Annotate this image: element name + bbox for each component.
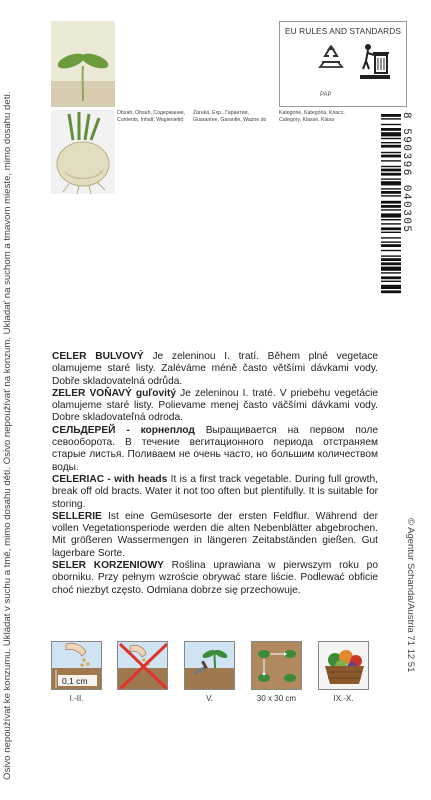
- barcode-bar: [381, 178, 401, 179]
- barcode-bar: [381, 155, 401, 158]
- recycle-icon: [316, 42, 346, 72]
- barcode-bar: [381, 181, 401, 185]
- barcode-bar: [381, 169, 401, 172]
- barcode-bar: [381, 191, 401, 194]
- barcode-bar: [381, 219, 401, 220]
- description-cz: CELER BULVOVÝ Je zeleninou I. tratí. Během plné vegetace olamujeme staré listy. Zaléváme méně často většími dávkami vody. Dobře skladovatelná odrůda.: [52, 351, 378, 387]
- pap-label: PAP: [320, 92, 332, 98]
- label-line: Contents, Inhalt, Wagieniettó: [117, 117, 184, 123]
- barcode-bar: [381, 213, 401, 217]
- barcode-bar: [381, 145, 401, 148]
- label-line: Záruka, Exp., Гарантия,: [193, 110, 249, 116]
- description-en: CELERIAC - with heads It is a first track vegetable. During full growth, break off old bracts. Water it not too often but plentifully. It is suitable for storing.: [52, 473, 378, 510]
- spacing-caption: 30 x 30 cm: [256, 694, 297, 703]
- seedling-photo: [51, 21, 115, 107]
- barcode-bar: [381, 267, 401, 271]
- barcode-bar: [381, 188, 401, 189]
- barcode-bar: [381, 227, 401, 230]
- eu-rules-title: EU RULES AND STANDARDS: [285, 26, 401, 36]
- barcode-bar: [381, 132, 401, 136]
- barcode-bar: [381, 241, 401, 242]
- barcode-bar: [381, 124, 401, 125]
- sowing-month-caption: I.-II.: [69, 694, 84, 703]
- label-line: Kategorie, Kategória, Класс,: [279, 110, 345, 116]
- eu-rules-box: [279, 21, 407, 107]
- sowing-depth-icon: [51, 641, 102, 690]
- barcode-bar: [381, 223, 401, 224]
- barcode-bar: [381, 290, 401, 293]
- copyright-text: © Agentur Schanda/Austria 71 12 51: [405, 518, 416, 673]
- label-column-contents: [117, 110, 185, 124]
- barcode-bar: [381, 272, 401, 273]
- label-line: Guarantee, Garantie, Ważne do: [193, 117, 267, 123]
- barcode-digits: 8 590396 040305: [400, 112, 412, 234]
- barcode-bar: [381, 285, 401, 289]
- barcode-bar: [381, 128, 401, 131]
- barcode-bar: [381, 142, 401, 143]
- barcode-bar: [381, 262, 401, 265]
- barcode-bar: [381, 118, 401, 119]
- transplant-icon: [184, 641, 235, 690]
- barcode-bar: [381, 276, 401, 279]
- harvest-icon: [318, 641, 369, 690]
- barcode-bar: [381, 138, 401, 139]
- description-block: [52, 351, 378, 597]
- storage-warning-text: Osivo nepoužívat ke konzumu. Ukládat v suchu a tmě, mimo dosahu dětí. Osivo nepoužívať na konzum. Ukladať na suchom a tmavom mieste, mimo dosahu detí.: [2, 91, 13, 780]
- barcode-bar: [381, 152, 401, 153]
- barcode-bar: [381, 255, 401, 256]
- barcode-bar: [381, 250, 401, 251]
- barcode-bar: [381, 173, 401, 176]
- celeriac-photo: [51, 110, 115, 194]
- barcode-bar: [381, 244, 401, 247]
- description-pl: SELER KORZENIOWY Roślina uprawiana w pierwszym roku po oborniku. Przy pełnym wzroście obrywać stare liście. Podlewać obficie choć niezbyt często. Odmiana dobrze się przechowuje.: [52, 560, 378, 596]
- barcode-bar: [381, 209, 401, 210]
- barcode-bar: [381, 205, 401, 208]
- barcode-bar: [381, 166, 401, 167]
- barcode-bar: [381, 258, 401, 261]
- label-line: Obsah, Obsah, Содержание,: [117, 110, 186, 116]
- label-line: Category, Klasse, Klasa: [279, 117, 334, 123]
- transplant-month-caption: V.: [206, 694, 213, 703]
- description-de: SELLERIE Ist eine Gemüsesorte der ersten Feldflur. Während der vollen Vegetationsperiode werden die alten Nebenblätter abgebrochen. Mit größeren Wassermengen in längeren Zeitabständen gießen. Gut lagerbare Sorte.: [52, 510, 378, 559]
- label-column-category: [279, 110, 345, 124]
- barcode-bar: [381, 281, 401, 282]
- depth-label: 0,1 cm: [62, 676, 88, 686]
- barcode-bar: [381, 114, 401, 117]
- barcode-bar: [381, 232, 401, 233]
- label-column-guarantee: [193, 110, 266, 124]
- tidyman-bin-icon: [358, 41, 392, 83]
- barcode-bar: [381, 160, 401, 161]
- description-sk: ZELER VOŇAVÝ guľovitý Je zeleninou I. traté. V priebehu vegetácie olamujeme staré listy. Polievame menej často väčšími dávkami vody. Dobre skladovateľná odroda.: [52, 387, 379, 424]
- barcode-bar: [381, 237, 401, 238]
- barcode-bar: [381, 201, 401, 204]
- description-ru: СЕЛЬДЕРЕЙ - корнеплод Выращивается на первом поле севооборота. В течение вегитационного периода отстраняем старые листья. Поливаем не очень часто, но большим количеством воды.: [52, 424, 378, 473]
- no-direct-sowing-icon: [117, 641, 168, 690]
- harvest-month-caption: IX.-X.: [333, 694, 354, 703]
- spacing-icon: [251, 641, 302, 690]
- barcode-bar: [381, 195, 401, 196]
- barcode: [381, 112, 411, 348]
